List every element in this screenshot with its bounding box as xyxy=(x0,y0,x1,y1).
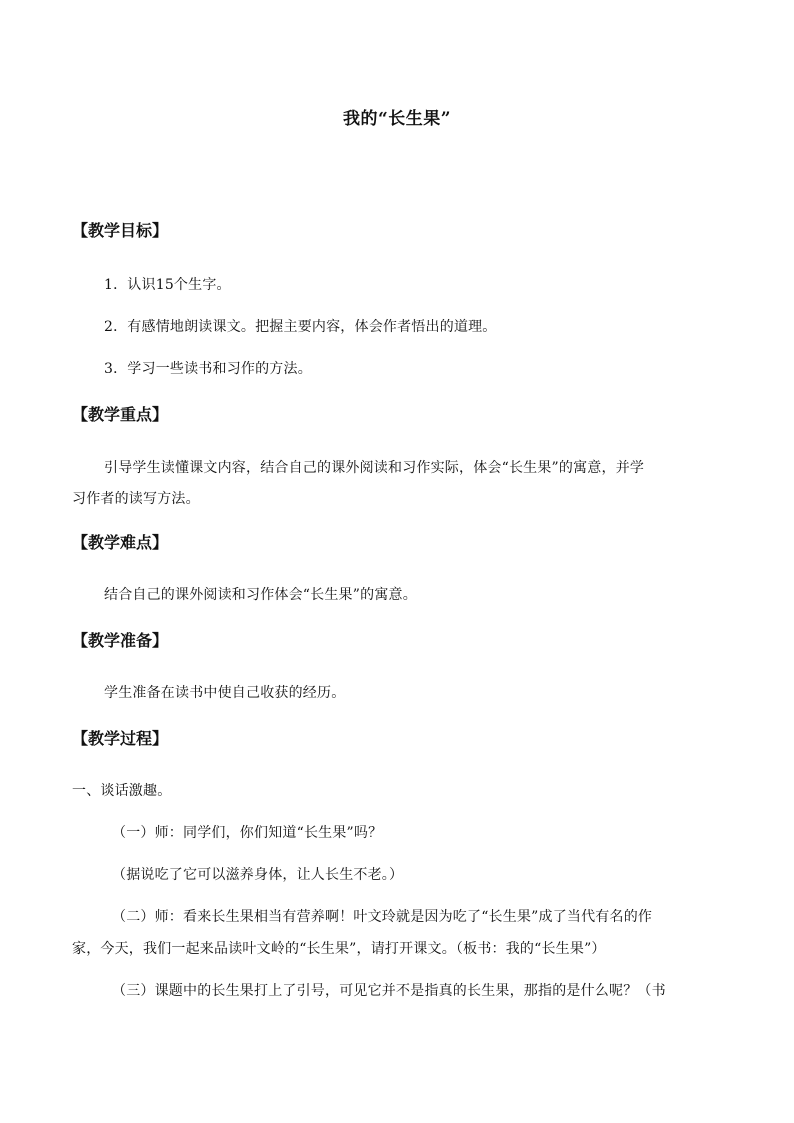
document-title: 我的“长生果” xyxy=(342,109,452,129)
goal-item-1: 1．认识15个生字。 xyxy=(104,277,231,293)
process-line-1: （一）师：同学们，你们知道“长生果”吗？ xyxy=(112,825,383,841)
process-line-3: （二）师：看来长生果相当有营养啊！叶文玲就是因为吃了“长生果”成了当代有名的作 xyxy=(112,909,653,925)
key-points-line-1: 引导学生读懂课文内容，结合自己的课外阅读和习作实际，体会“长生果”的寓意，并学 xyxy=(104,460,645,476)
key-points-line-2: 习作者的读写方法。 xyxy=(72,491,200,507)
preparation-line-1: 学生准备在读书中使自己收获的经历。 xyxy=(104,685,346,701)
heading-preparation: 【教学准备】 xyxy=(72,631,169,650)
process-line-5: （三）课题中的长生果打上了引号，可见它并不是指真的长生果，那指的是什么呢？（书 xyxy=(112,983,666,999)
heading-difficulties: 【教学难点】 xyxy=(72,533,169,552)
heading-process: 【教学过程】 xyxy=(72,729,169,748)
goal-item-3: 3．学习一些读书和习作的方法。 xyxy=(104,361,312,377)
process-line-4: 家，今天，我们一起来品读叶文岭的“长生果”，请打开课文。（板书：我的“长生果”） xyxy=(72,941,606,957)
heading-key-points: 【教学重点】 xyxy=(72,405,169,424)
difficulties-line-1: 结合自己的课外阅读和习作体会“长生果”的寓意。 xyxy=(104,587,417,603)
heading-teaching-goals: 【教学目标】 xyxy=(72,221,169,240)
goal-item-2: 2．有感情地朗读课文。把握主要内容，体会作者悟出的道理。 xyxy=(104,319,497,335)
process-line-2: （据说吃了它可以滋养身体，让人长生不老。） xyxy=(112,867,404,883)
process-step-1: 一、谈话激趣。 xyxy=(72,783,172,799)
